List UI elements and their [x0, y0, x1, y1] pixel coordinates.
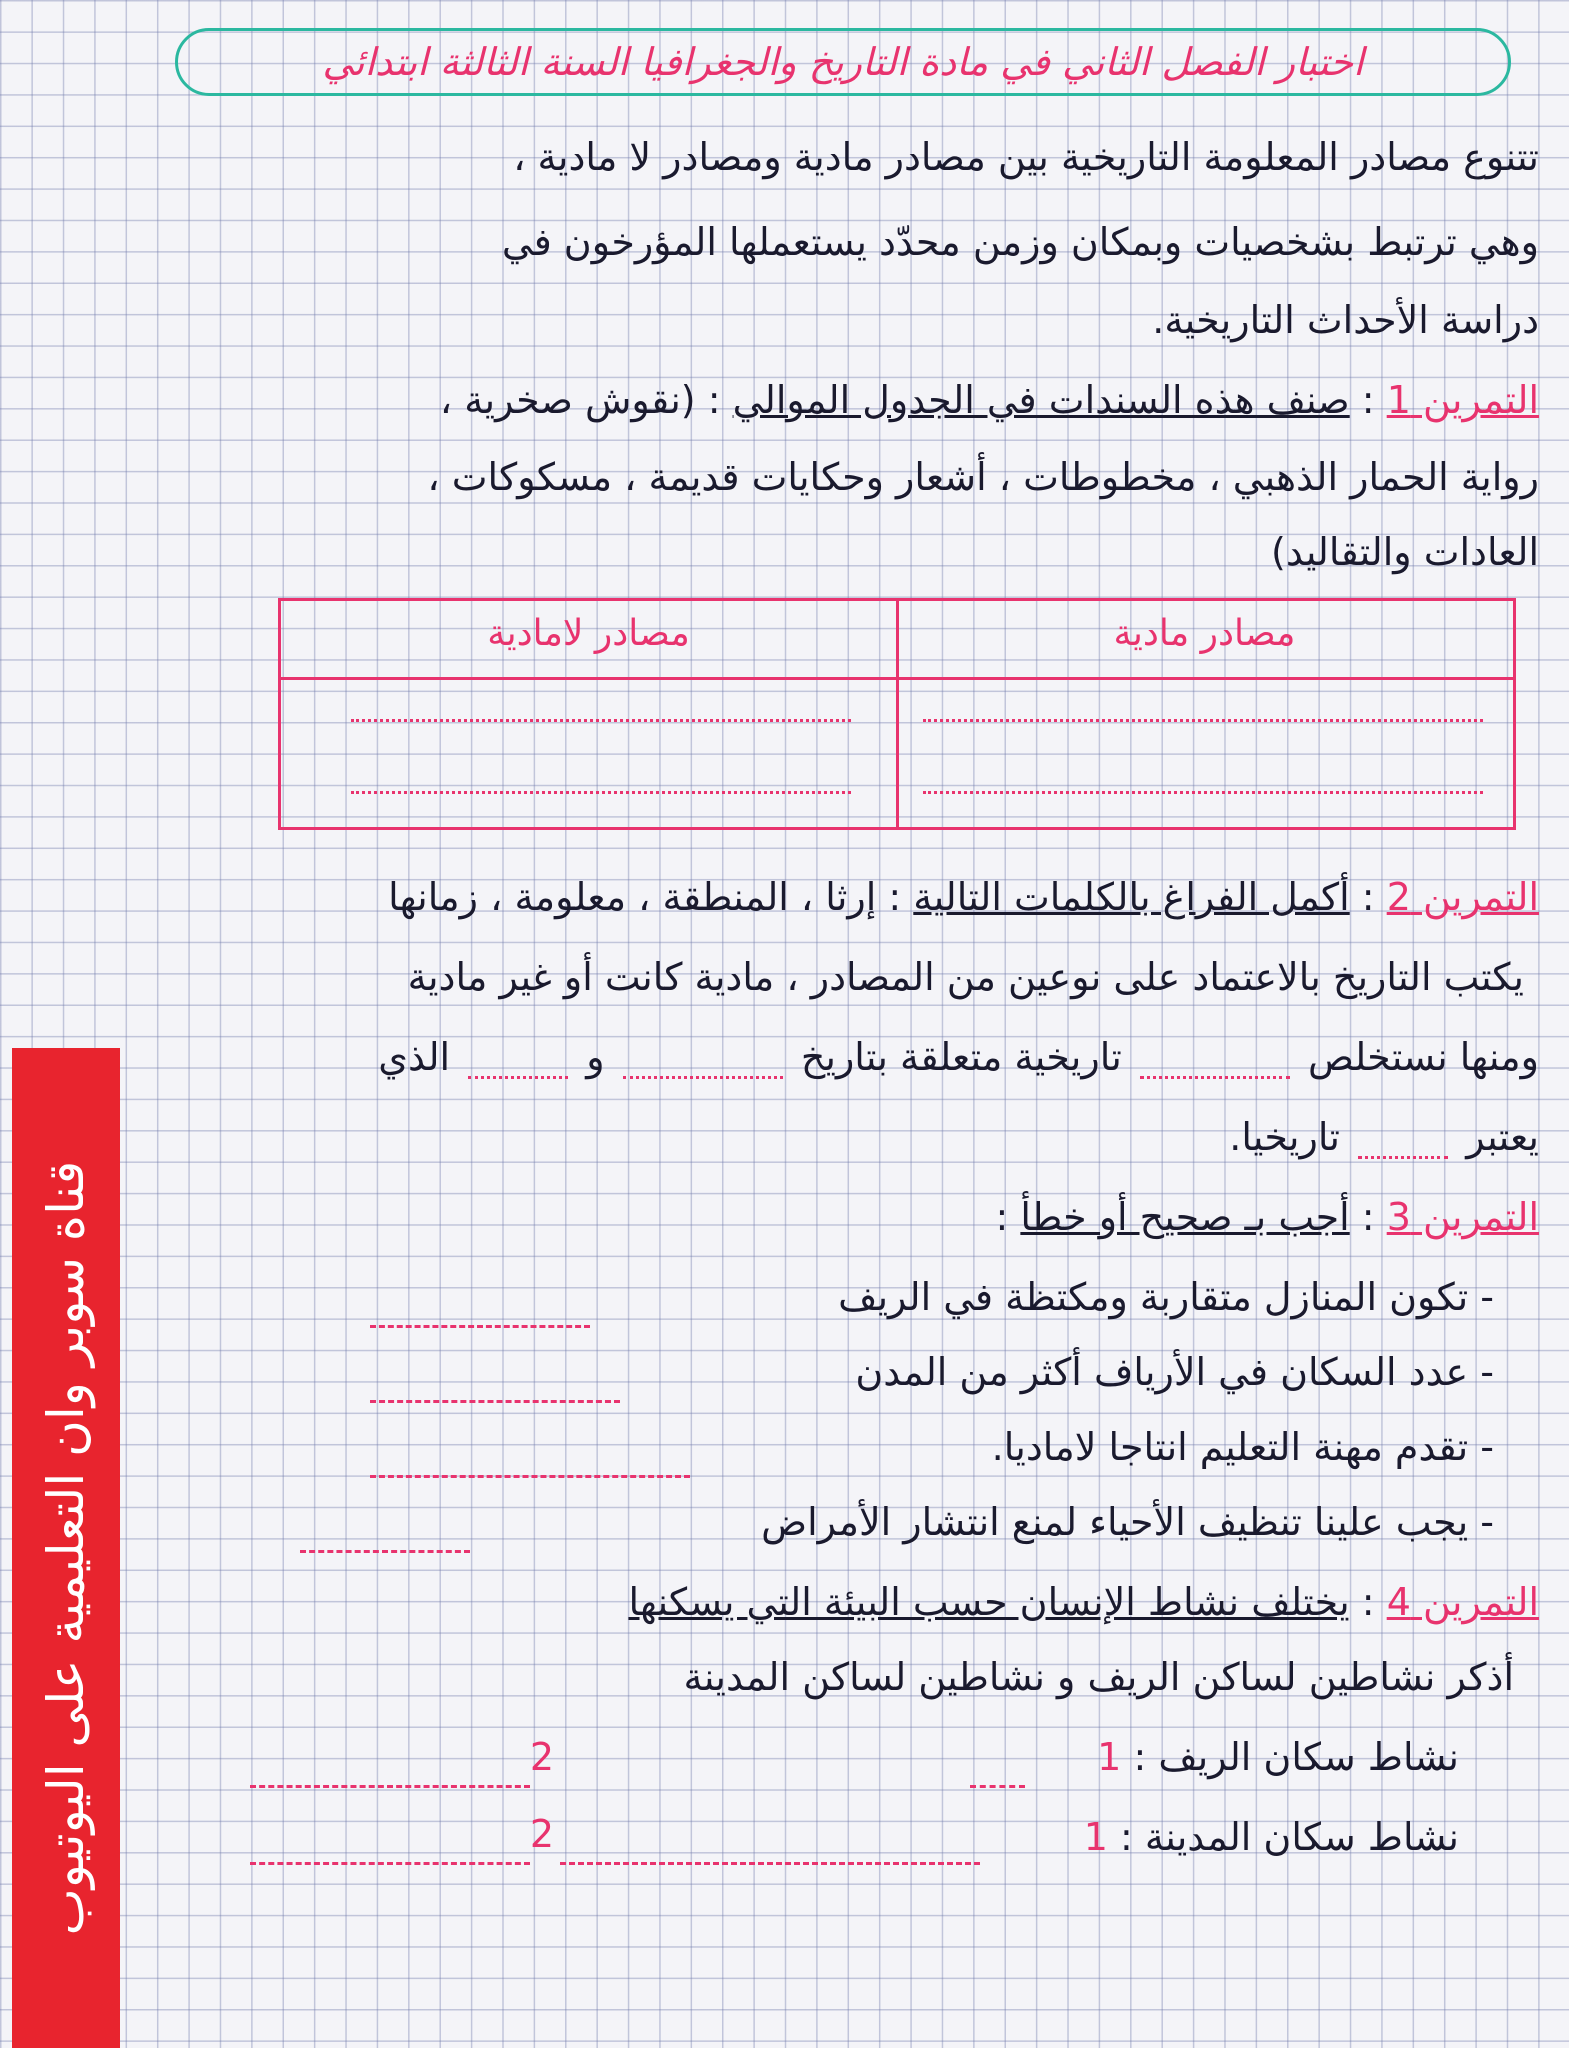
exercise-2-text: و	[586, 1035, 605, 1079]
answer-line[interactable]	[970, 1785, 1025, 1788]
answer-line[interactable]	[250, 1785, 530, 1788]
table-answer-line[interactable]	[351, 791, 851, 794]
exercise-2-line-2	[378, 1035, 1539, 1079]
page-title: اختبار الفصل الثاني في مادة التاريخ والجغرافيا السنة الثالثة ابتدائي	[175, 28, 1511, 96]
answer-line[interactable]	[370, 1400, 620, 1403]
answer-line[interactable]	[250, 1862, 530, 1865]
exercise-4-header: التمرين 4 : يختلف نشاط الإنسان حسب البيئة التي يسكنها	[628, 1580, 1539, 1624]
exercise-2-line-3	[1229, 1115, 1539, 1159]
answer-number: 1	[1083, 1815, 1108, 1859]
exercise-2-header: التمرين 2 : أكمل الفراغ بالكلمات التالية : إرثا ، المنطقة ، معلومة ، زمانها	[388, 875, 1539, 919]
exercise-2-line-1: يكتب التاريخ بالاعتماد على نوعين من المصادر ، مادية كانت أو غير مادية	[407, 955, 1524, 999]
table-answer-line[interactable]	[351, 719, 851, 722]
fill-blank[interactable]	[1140, 1076, 1290, 1079]
fill-blank[interactable]	[1358, 1156, 1448, 1159]
answer-number: 2	[529, 1735, 554, 1779]
answer-line[interactable]	[560, 1862, 980, 1865]
table-header-material: مصادر مادية	[1113, 613, 1296, 654]
intro-line-3: دراسة الأحداث التاريخية.	[1152, 298, 1539, 342]
table-divider-horizontal	[281, 677, 1513, 680]
intro-line-2: وهي ترتبط بشخصيات وبمكان وزمن محدّد يستعملها المؤرخون في	[501, 220, 1539, 264]
exercise-1-items-1: (نقوش صخرية ،	[439, 378, 696, 422]
exercise-2-text: يعتبر	[1466, 1115, 1539, 1159]
fill-blank[interactable]	[468, 1076, 568, 1079]
exercise-4-label: التمرين 4	[1386, 1580, 1539, 1624]
rural-activity-label: نشاط سكان الريف :	[1133, 1735, 1459, 1779]
exercise-3-item: - عدد السكان في الأرياف أكثر من المدن	[855, 1350, 1494, 1394]
exercise-2-label: التمرين 2	[1386, 875, 1539, 919]
exercise-4-question: أذكر نشاطين لساكن الريف و نشاطين لساكن المدينة	[683, 1655, 1514, 1699]
channel-banner-text: قناة سوبر وان التعليمية على اليوتيوب	[37, 1160, 95, 1936]
urban-activity-row	[1084, 1815, 1459, 1859]
exercise-3-item: - تكون المنازل متقاربة ومكتظة في الريف	[838, 1275, 1494, 1319]
table-answer-line[interactable]	[923, 791, 1483, 794]
exercise-2-text: الذي	[378, 1035, 451, 1079]
exercise-3-header: التمرين 3 : أجب بـ صحيح أو خطأ :	[995, 1195, 1539, 1239]
exercise-2-text: تاريخيا.	[1229, 1115, 1340, 1159]
exercise-1-items-3: العادات والتقاليد)	[1271, 530, 1539, 574]
exercise-2-text: تاريخية متعلقة بتاريخ	[800, 1035, 1122, 1079]
table-header-immaterial: مصادر لامادية	[487, 613, 690, 654]
answer-number: 2	[529, 1812, 554, 1856]
exercise-1-items-2: رواية الحمار الذهبي ، مخطوطات ، أشعار وحكايات قديمة ، مسكوكات ،	[427, 455, 1539, 499]
intro-line-1: تتنوع مصادر المعلومة التاريخية بين مصادر مادية ومصادر لا مادية ،	[513, 135, 1539, 179]
exercise-3-instruction: أجب بـ صحيح أو خطأ	[1020, 1195, 1350, 1239]
answer-line[interactable]	[370, 1475, 690, 1478]
answer-line[interactable]	[370, 1325, 590, 1328]
answer-number: 1	[1097, 1735, 1122, 1779]
exercise-2-text: ومنها نستخلص	[1308, 1035, 1539, 1079]
exercise-3-label: التمرين 3	[1386, 1195, 1539, 1239]
classification-table	[278, 598, 1516, 830]
fill-blank[interactable]	[623, 1076, 783, 1079]
table-answer-line[interactable]	[923, 719, 1483, 722]
exercise-2-words: : إرثا ، المنطقة ، معلومة ، زمانها	[388, 875, 902, 919]
exercise-2-instruction: أكمل الفراغ بالكلمات التالية	[913, 875, 1350, 919]
exercise-1-instruction: صنف هذه السندات في الجدول الموالي	[732, 378, 1350, 422]
urban-activity-label: نشاط سكان المدينة :	[1119, 1815, 1459, 1859]
answer-line[interactable]	[300, 1550, 470, 1553]
rural-activity-row	[1097, 1735, 1459, 1779]
exercise-3-item: - تقدم مهنة التعليم انتاجا لاماديا.	[991, 1425, 1494, 1469]
exercise-1-header: التمرين 1 : صنف هذه السندات في الجدول الموالي : (نقوش صخرية ،	[439, 378, 1539, 422]
exercise-1-label: التمرين 1	[1386, 378, 1539, 422]
exercise-3-item: - يجب علينا تنظيف الأحياء لمنع انتشار الأمراض	[761, 1500, 1494, 1544]
channel-banner	[12, 1048, 120, 2048]
exercise-4-instruction: يختلف نشاط الإنسان حسب البيئة التي يسكنها	[628, 1580, 1350, 1624]
